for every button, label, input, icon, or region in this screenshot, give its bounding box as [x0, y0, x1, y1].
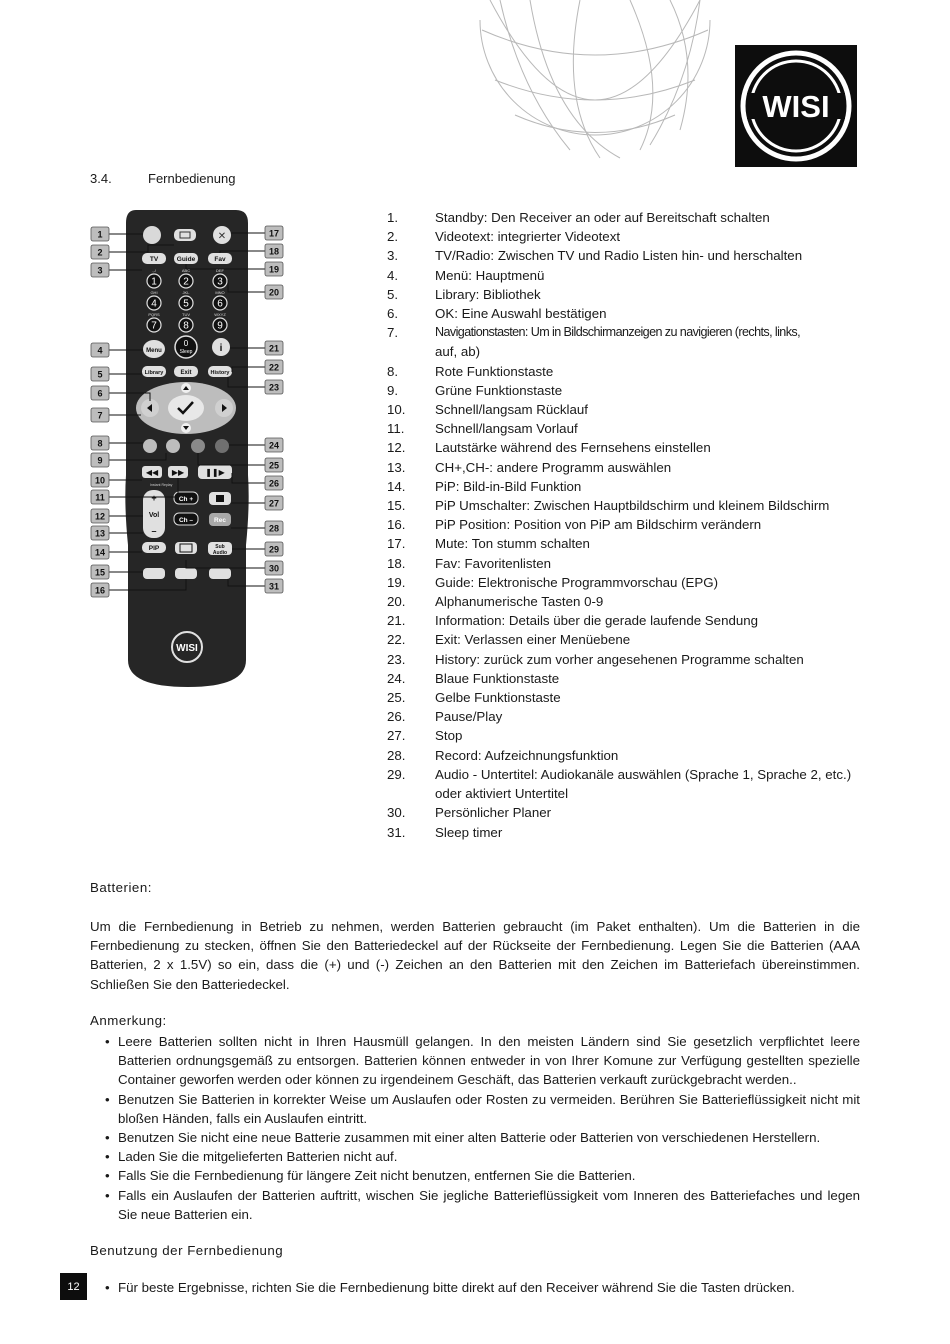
sleep-label: Sleep	[179, 349, 193, 355]
legend-number: 12.	[387, 440, 406, 456]
legend-text: Videotext: integrierter Videotext	[435, 229, 621, 245]
callout-number: 28	[268, 523, 280, 534]
vol-label: Vol	[148, 512, 160, 519]
legend-number: 24.	[387, 670, 406, 686]
notes-heading: Anmerkung:	[90, 1013, 167, 1028]
logo-text: WISI	[762, 89, 830, 124]
callout-number: 4	[97, 345, 103, 356]
legend-text: PiP: Bild-in-Bild Funktion	[435, 478, 582, 494]
button-legend	[387, 208, 867, 842]
digit-letters: ABC	[181, 268, 191, 273]
ch-plus-label: Ch +	[178, 496, 194, 503]
callout-number: 16	[94, 585, 106, 596]
yellow-button	[191, 439, 205, 453]
legend-item	[387, 438, 867, 457]
legend-text-continuation: auf, ab)	[435, 344, 481, 360]
legend-number: 2.	[387, 229, 399, 245]
legend-text: Library: Bibliothek	[435, 286, 541, 302]
legend-number: 20.	[387, 594, 406, 610]
legend-text: Navigationstasten: Um in Bildschirmanzeigen zu navigieren (rechts, links,	[435, 325, 800, 340]
note-item: • Benutzen Sie Batterien in korrekter Weise um Auslaufen oder Rosten zu vermeiden. Berühren Sie Batterieflüssigkeit nicht mit bloßen Händen, falls ein Auslaufen eintritt.	[105, 1090, 860, 1128]
rec-label: Rec	[214, 517, 226, 524]
exit-label: Exit	[180, 370, 192, 376]
legend-number: 31.	[387, 824, 406, 840]
legend-text: Menü: Hauptmenü	[435, 267, 545, 283]
legend-item	[387, 765, 867, 784]
svg-text:+: +	[151, 493, 157, 503]
legend-text: PiP Position: Position von PiP am Bildschirm verändern	[435, 517, 762, 533]
legend-item	[387, 304, 867, 323]
standby-button	[143, 226, 161, 244]
legend-text: Exit: Verlassen einer Menüebene	[435, 632, 631, 648]
planner-button	[175, 568, 197, 579]
remote-control-illustration	[88, 205, 288, 695]
legend-item	[387, 208, 867, 227]
callout-number: 6	[97, 388, 103, 399]
history-label: History	[210, 370, 230, 376]
fav-label: Fav	[214, 256, 226, 263]
digit-letters: WXYZ	[214, 312, 226, 317]
legend-text: Schnell/langsam Vorlauf	[435, 421, 578, 437]
legend-number: 21.	[387, 613, 406, 629]
legend-item	[387, 227, 867, 246]
legend-number: 6.	[387, 306, 399, 322]
callout-number: 29	[268, 544, 280, 555]
svg-text:❚❚▶: ❚❚▶	[205, 468, 225, 477]
digit-label: 9	[217, 320, 223, 332]
callout-number: 18	[268, 246, 280, 257]
note-item: • Falls ein Auslaufen der Batterien auftritt, wischen Sie jegliche Batterieflüssigkeit vom Inneren des Batteriefaches und legen Sie neue Batterien ein.	[105, 1186, 860, 1224]
sub-label: Sub	[215, 544, 225, 550]
legend-number: 8.	[387, 363, 399, 379]
legend-item	[387, 323, 867, 342]
callout-number: 23	[268, 382, 280, 393]
legend-item	[387, 458, 867, 477]
legend-item	[387, 669, 867, 688]
legend-item	[387, 573, 867, 592]
blue-button	[215, 439, 229, 453]
legend-text: Alphanumerische Tasten 0-9	[435, 594, 604, 610]
library-label: Library	[144, 370, 164, 376]
legend-item	[387, 381, 867, 400]
batteries-paragraph: Um die Fernbedienung in Betrieb zu nehmen, werden Batterien gebraucht (im Paket enthalten). Um die Batterien in die Fernbedienung zu stecken, öffnen Sie den Batteriedeckel auf der Rückseite der Fernbedienung. Legen Sie die Batterien (AAA Batterien, 2 x 1.5V) so ein, dass die (+) und (-) Zeichen an den Batterien mit den Zeichen im Batteriefach übereinstimmen. Schließen Sie den Batteriedeckel.	[90, 919, 860, 992]
number-pad	[147, 268, 227, 332]
legend-text: Information: Details über die gerade laufende Sendung	[435, 613, 759, 629]
ch-minus-label: Ch –	[178, 517, 194, 524]
instant-replay-label: Instant Replay	[150, 483, 173, 487]
green-button	[166, 439, 180, 453]
legend-number: 23.	[387, 651, 406, 667]
callout-number: 15	[94, 567, 106, 578]
videotext-button	[174, 229, 196, 241]
info-label: i	[219, 343, 223, 354]
legend-number: 7.	[387, 325, 399, 341]
callout-number: 25	[268, 460, 280, 471]
red-button	[143, 439, 157, 453]
callout-number: 30	[268, 563, 280, 574]
legend-text: Gelbe Funktionstaste	[435, 690, 561, 706]
legend-number: 22.	[387, 632, 406, 648]
callout-number: 19	[268, 264, 280, 275]
legend-text: Blaue Funktionstaste	[435, 670, 560, 686]
digit-letters: MNO	[215, 290, 225, 295]
usage-heading: Benutzung der Fernbedienung	[90, 1243, 284, 1258]
legend-text: Audio - Untertitel: Audiokanäle auswählen (Sprache 1, Sprache 2, etc.)	[435, 766, 852, 782]
legend-number: 13.	[387, 459, 406, 475]
legend-number: 3.	[387, 248, 399, 264]
legend-item	[387, 630, 867, 649]
legend-number: 19.	[387, 574, 406, 590]
legend-item	[387, 726, 867, 745]
svg-text:▶▶: ▶▶	[171, 468, 185, 477]
callout-number: 12	[94, 511, 106, 522]
callout-number: 20	[268, 287, 280, 298]
note-item: • Falls Sie die Fernbedienung für längere Zeit nicht benutzen, entfernen Sie die Batterien.	[105, 1166, 860, 1185]
digit-label: 8	[183, 320, 189, 332]
digit-label: 5	[183, 298, 189, 310]
legend-number: 28.	[387, 747, 406, 763]
note-item: • Leere Batterien sollten nicht in Ihren Hausmüll gelangen. In den meisten Ländern sind Sie gesetzlich verpflichtet leere Batterien ordnungsgemäß zu entsorgen. Batterien können entweder in von Ihrer Komune zur Verfügung gestellten spezielle Container geworfen werden oder können zu irgendeinem Geschäft, das Batterien verkauft zurückgebracht werden..	[105, 1032, 860, 1090]
digit-letters: GHI	[150, 290, 158, 295]
legend-item	[387, 707, 867, 726]
legend-item	[387, 554, 867, 573]
legend-item	[387, 515, 867, 534]
legend-text-continuation: oder aktiviert Untertitel	[435, 786, 569, 802]
legend-text: History: zurück zum vorher angesehenen Programme schalten	[435, 651, 804, 667]
svg-text:◀◀: ◀◀	[145, 468, 159, 477]
tv-label: TV	[149, 256, 159, 263]
audio-label: Audio	[212, 550, 228, 556]
digit-letters: PQRS	[148, 312, 160, 317]
globe-graphic	[470, 0, 720, 160]
legend-text: Fav: Favoritenlisten	[435, 555, 552, 571]
legend-text: TV/Radio: Zwischen TV und Radio Listen hin- und herschalten	[435, 248, 803, 264]
legend-item	[387, 746, 867, 765]
callout-number: 9	[97, 455, 103, 466]
batteries-heading: Batterien:	[90, 880, 152, 895]
legend-text: Guide: Elektronische Programmvorschau (EPG)	[435, 574, 719, 590]
callout-number: 11	[95, 492, 105, 503]
legend-number: 14.	[387, 478, 406, 494]
legend-text: Sleep timer	[435, 824, 503, 840]
digit-label: 6	[217, 298, 223, 310]
legend-item	[387, 266, 867, 285]
callout-number: 17	[268, 228, 280, 239]
callout-number: 21	[268, 343, 280, 354]
legend-number: 1.	[387, 210, 399, 225]
callout-number: 22	[268, 362, 280, 373]
legend-item	[387, 285, 867, 304]
callout-number: 3	[97, 265, 103, 276]
legend-number: 18.	[387, 555, 406, 571]
legend-number: 30.	[387, 805, 406, 821]
digit-letters: TUV	[182, 312, 190, 317]
legend-item-continuation	[387, 342, 867, 361]
zero-label: 0	[183, 339, 189, 348]
legend-text: Record: Aufzeichnungsfunktion	[435, 747, 619, 763]
menu-label: Menu	[146, 348, 162, 354]
legend-item	[387, 823, 867, 842]
wisi-logo	[735, 45, 857, 167]
digit-label: 1	[151, 276, 157, 288]
legend-number: 27.	[387, 728, 406, 744]
callout-number: 7	[97, 410, 103, 421]
callout-number: 31	[268, 581, 280, 592]
legend-text: PiP Umschalter: Zwischen Hauptbildschirm und kleinem Bildschirm	[435, 498, 830, 514]
callout-number: 10	[94, 475, 106, 486]
digit-label: 2	[183, 276, 189, 288]
legend-item	[387, 803, 867, 822]
legend-number: 15.	[387, 498, 406, 514]
legend-text: Persönlicher Planer	[435, 805, 552, 821]
legend-text: Lautstärke während des Fernsehens einstellen	[435, 440, 711, 456]
legend-item	[387, 592, 867, 611]
legend-number: 5.	[387, 286, 399, 302]
legend-item	[387, 477, 867, 496]
legend-text: Standby: Den Receiver an oder auf Bereitschaft schalten	[435, 210, 770, 225]
pip-swap-button	[143, 568, 165, 579]
sleep-timer-button	[209, 568, 231, 579]
legend-text: Rote Funktionstaste	[435, 363, 554, 379]
note-item: • Laden Sie die mitgelieferten Batterien nicht auf.	[105, 1147, 860, 1166]
notes-list	[105, 1032, 860, 1224]
svg-text:✕: ✕	[217, 231, 227, 242]
legend-number: 17.	[387, 536, 406, 552]
svg-text:–: –	[151, 526, 157, 536]
legend-text: CH+,CH-: andere Programm auswählen	[435, 459, 672, 475]
guide-label: Guide	[176, 256, 196, 263]
callout-number: 27	[268, 498, 280, 509]
legend-number: 9.	[387, 382, 399, 398]
legend-number: 16.	[387, 517, 406, 533]
legend-number: 26.	[387, 709, 406, 725]
remote-brand-text: WISI	[176, 643, 198, 654]
legend-number: 25.	[387, 690, 406, 706]
callout-number: 13	[94, 528, 106, 539]
legend-item	[387, 688, 867, 707]
legend-item	[387, 650, 867, 669]
digit-letters: .,-!	[151, 268, 157, 273]
callout-number: 5	[97, 369, 103, 380]
legend-text: Mute: Ton stumm schalten	[435, 536, 590, 552]
legend-number: 4.	[387, 267, 399, 283]
legend-item	[387, 611, 867, 630]
legend-number: 10.	[387, 402, 406, 418]
legend-item	[387, 534, 867, 553]
page-number: 12	[60, 1273, 87, 1300]
digit-label: 4	[151, 298, 157, 310]
legend-item	[387, 246, 867, 265]
legend-text: Grüne Funktionstaste	[435, 382, 563, 398]
legend-item	[387, 400, 867, 419]
callout-number: 14	[94, 547, 106, 558]
legend-text: Pause/Play	[435, 709, 503, 725]
usage-item: • Für beste Ergebnisse, richten Sie die Fernbedienung bitte direkt auf den Receiver während Sie die Tasten drücken.	[105, 1280, 795, 1295]
legend-text: Schnell/langsam Rücklauf	[435, 402, 588, 418]
section-title: Fernbedienung	[148, 171, 236, 186]
callout-number: 26	[268, 478, 280, 489]
digit-letters: DEF	[216, 268, 224, 273]
section-number: 3.4.	[90, 171, 112, 186]
callout-number: 1	[97, 229, 103, 240]
legend-text: OK: Eine Auswahl bestätigen	[435, 306, 607, 322]
legend-number: 29.	[387, 766, 406, 782]
legend-text: Stop	[435, 728, 463, 744]
note-item: • Benutzen Sie nicht eine neue Batterie zusammen mit einer alten Batterie oder Batterien von verschiedenen Herstellern.	[105, 1128, 860, 1147]
legend-item	[387, 419, 867, 438]
digit-label: 3	[217, 276, 223, 288]
legend-item	[387, 496, 867, 515]
digit-label: 7	[151, 320, 157, 332]
callout-number: 8	[97, 438, 103, 449]
pip-label: PIP	[148, 545, 160, 552]
callout-number: 24	[268, 440, 280, 451]
legend-item	[387, 362, 867, 381]
legend-item-continuation	[387, 784, 867, 803]
legend-number: 11.	[387, 421, 405, 437]
digit-letters: JKL	[182, 290, 190, 295]
callout-number: 2	[97, 247, 103, 258]
